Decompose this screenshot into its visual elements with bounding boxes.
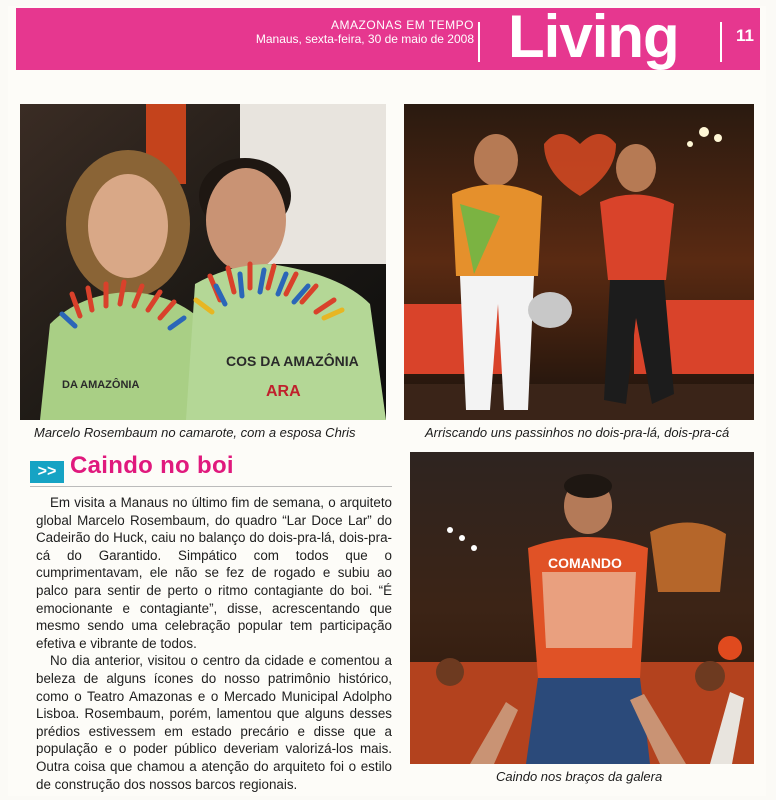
section-header xyxy=(16,3,760,70)
section-marker: >> xyxy=(30,461,64,483)
photo-stage-dance xyxy=(404,104,754,420)
photo-couple xyxy=(20,104,386,420)
article-paragraph: No dia anterior, visitou o centro da cidade e comentou a beleza de alguns ícones do nosso patrimônio histórico, como o Teatro Amazonas e o Mercado Municipal Adolpho Lisboa. Rosembaum, porém, lamentou que alguns desses prédios estivessem em estado precário e disse que a população e o poder público deveriam valorizá-los mais. Outra coisa que chamou a atenção do arquiteto foi o estilo de construção dos nossos barcos regionais. xyxy=(36,653,392,792)
shirt-text: DA AMAZÔNIA xyxy=(62,379,140,391)
article-paragraph: Em visita a Manaus no último fim de semana, o arquiteto global Marcelo Rosembaum, do quadro “Lar Doce Lar” do Cadeirão do Huck, caiu no balanço do dois-pra-lá, dois-pra-cá do Garantido. Simpático com todos que o cumprimentavam, ele não se fez de rogado e subiu ao palco para sentir de perto o ritmo contagiante do boi. “É emocionante e contagiante”, disse, acrescentando que mesmo sendo uma celebração popular tem participação efetiva e vibrante de todos. xyxy=(36,495,392,651)
publication-info xyxy=(212,18,474,47)
shirt-text: ARA xyxy=(266,383,301,400)
photo-crowd-surf xyxy=(410,452,754,764)
section-title: Living xyxy=(508,3,679,70)
header-divider xyxy=(720,22,722,62)
shirt-text: COMANDO xyxy=(548,555,622,571)
photo-caption: Marcelo Rosembaum no camarote, com a esposa Chris xyxy=(34,425,356,440)
article-body xyxy=(36,494,392,793)
dateline: Manaus, sexta-feira, 30 de maio de 2008 xyxy=(255,32,474,46)
header-divider xyxy=(478,22,480,62)
photo-caption: Arriscando uns passinhos no dois-pra-lá, dois-pra-cá xyxy=(425,425,730,440)
shirt-text: COS DA AMAZÔNIA xyxy=(226,353,359,369)
article-headline: Caindo no boi xyxy=(70,452,234,479)
headline-rule xyxy=(30,486,392,487)
publication-name: AMAZONAS EM TEMPO xyxy=(331,18,474,32)
page-number: 11 xyxy=(736,26,754,45)
photo-caption: Caindo nos braços da galera xyxy=(496,769,663,784)
